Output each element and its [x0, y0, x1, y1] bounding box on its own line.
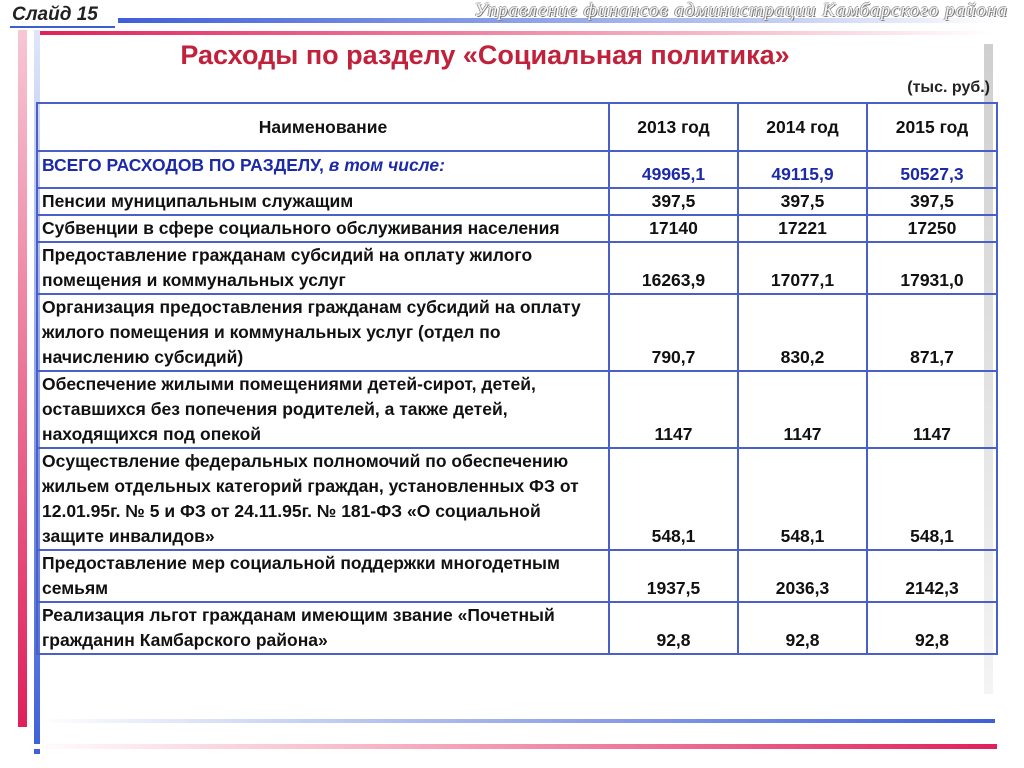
table-header-row	[37, 103, 997, 151]
row-value-2013: 92,8	[609, 602, 738, 654]
organization-title: Управление финансов администрации Камбарского района	[474, 0, 1008, 21]
total-value-2013: 49965,1	[609, 151, 738, 188]
row-value-2014: 2036,3	[738, 550, 867, 602]
row-value-2013: 1147	[609, 371, 738, 448]
row-name: Пенсии муниципальным служащим	[37, 188, 609, 215]
row-value-2013: 548,1	[609, 448, 738, 550]
row-value-2014: 548,1	[738, 448, 867, 550]
column-header-2013: 2013 год	[609, 103, 738, 151]
total-value-2014: 49115,9	[738, 151, 867, 188]
table-row	[37, 294, 997, 371]
row-value-2014: 830,2	[738, 294, 867, 371]
row-value-2015: 548,1	[867, 448, 997, 550]
row-value-2015: 1147	[867, 371, 997, 448]
units-label: (тыс. руб.)	[907, 79, 990, 96]
row-name: Предоставление мер социальной поддержки многодетным семьям	[37, 550, 609, 602]
table-row	[37, 371, 997, 448]
row-value-2015: 871,7	[867, 294, 997, 371]
row-value-2015: 397,5	[867, 188, 997, 215]
row-name: Предоставление гражданам субсидий на оплату жилого помещения и коммунальных услуг	[37, 242, 609, 294]
row-value-2015: 17931,0	[867, 242, 997, 294]
row-value-2014: 17221	[738, 215, 867, 242]
row-value-2015: 2142,3	[867, 550, 997, 602]
row-name: Осуществление федеральных полномочий по обеспечению жильем отдельных категорий граждан, установленных ФЗ от 12.01.95г. № 5 и ФЗ от 24.11.95г. № 181-ФЗ «О социальной защите инвалидов»	[37, 448, 609, 550]
row-value-2013: 16263,9	[609, 242, 738, 294]
table-row	[37, 215, 997, 242]
total-row	[37, 151, 997, 188]
row-name: Организация предоставления гражданам субсидий на оплату жилого помещения и коммунальных услуг (отдел по начислению субсидий)	[37, 294, 609, 371]
bottom-red-bar	[27, 744, 997, 749]
row-name: Реализация льгот гражданам имеющим звание «Почетный гражданин Камбарского района»	[37, 602, 609, 654]
expenses-table	[36, 102, 998, 655]
row-value-2015: 92,8	[867, 602, 997, 654]
row-value-2013: 1937,5	[609, 550, 738, 602]
total-row-label	[37, 151, 609, 188]
bottom-blue-bar	[40, 719, 995, 723]
column-header-2014: 2014 год	[738, 103, 867, 151]
row-value-2013: 17140	[609, 215, 738, 242]
row-value-2013: 790,7	[609, 294, 738, 371]
row-value-2015: 17250	[867, 215, 997, 242]
total-label-main: ВСЕГО РАСХОДОВ ПО РАЗДЕЛУ,	[42, 155, 324, 175]
row-value-2014: 17077,1	[738, 242, 867, 294]
row-name: Субвенции в сфере социального обслуживания населения	[37, 215, 609, 242]
total-label-note: в том числе:	[328, 155, 445, 175]
table-row	[37, 448, 997, 550]
table-row	[37, 242, 997, 294]
table-row	[37, 550, 997, 602]
row-value-2014: 397,5	[738, 188, 867, 215]
table-row	[37, 188, 997, 215]
slide-label-underline	[10, 26, 115, 28]
row-value-2014: 92,8	[738, 602, 867, 654]
column-header-name: Наименование	[37, 103, 609, 151]
column-header-2015: 2015 год	[867, 103, 997, 151]
table-row	[37, 602, 997, 654]
row-value-2014: 1147	[738, 371, 867, 448]
row-value-2013: 397,5	[609, 188, 738, 215]
total-value-2015: 50527,3	[867, 151, 997, 188]
row-name: Обеспечение жилыми помещениями детей-сирот, детей, оставшихся без попечения родителей, а также детей, находящихся под опекой	[37, 371, 609, 448]
top-red-bar	[34, 31, 994, 35]
left-red-bar	[18, 30, 27, 727]
slide-number-label: Слайд 15	[12, 4, 98, 25]
page-title: Расходы по разделу «Социальная политика»	[180, 40, 790, 70]
